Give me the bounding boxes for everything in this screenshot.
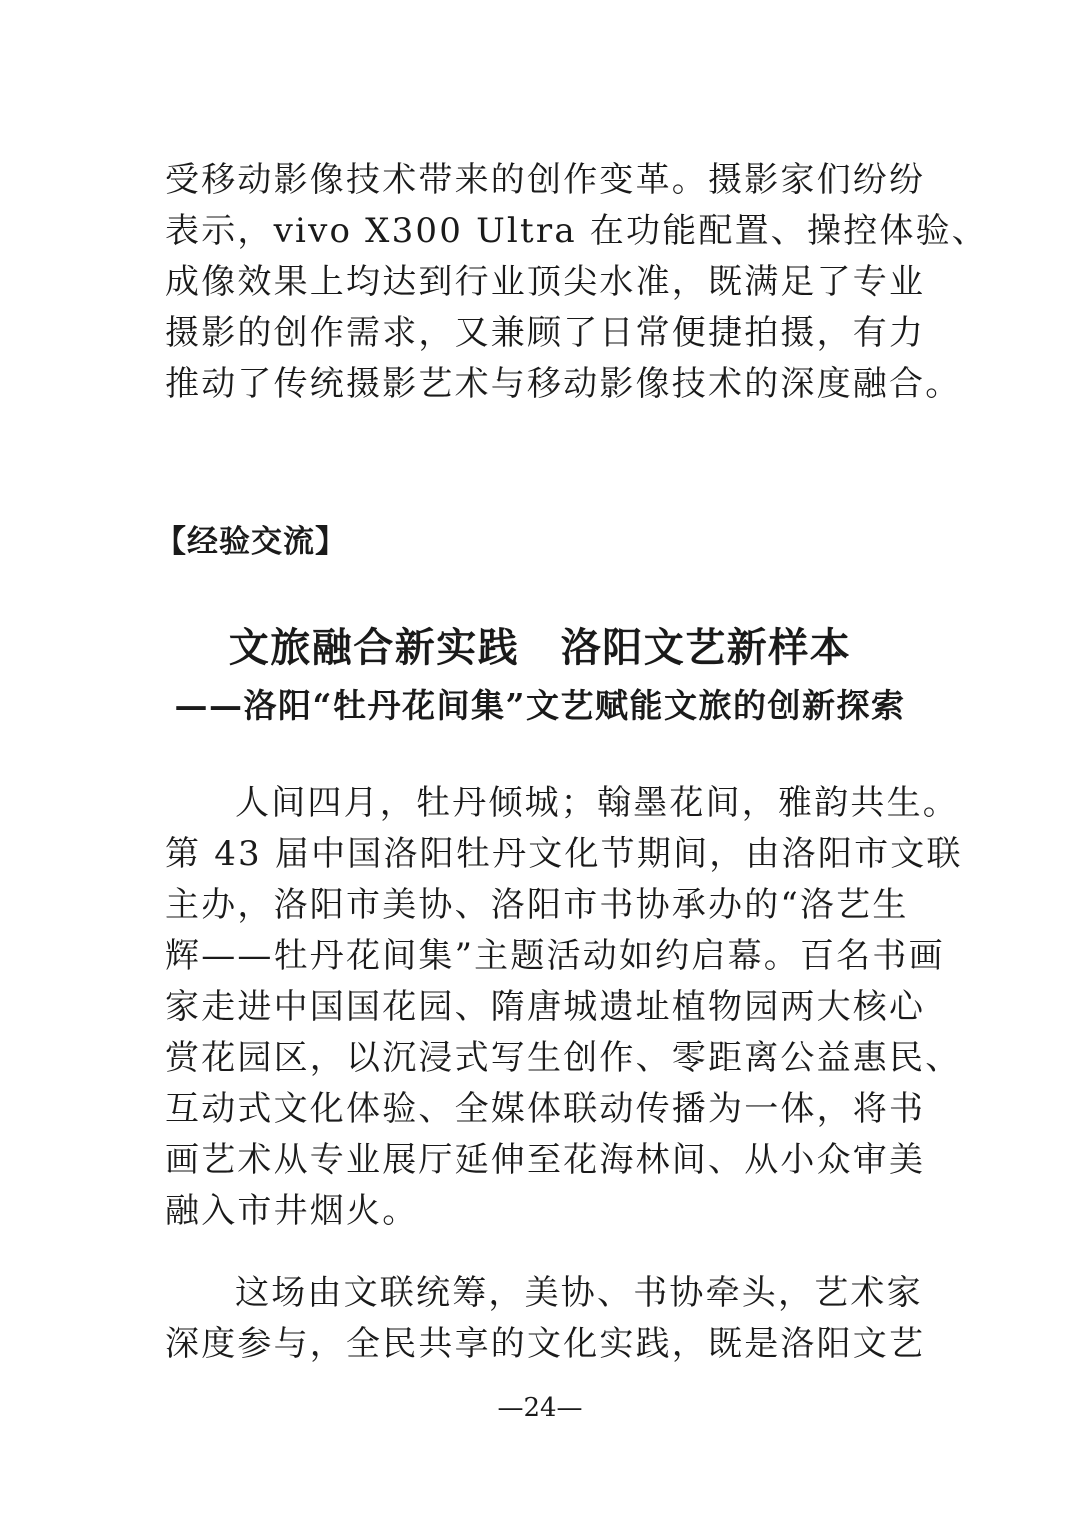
paragraph-line: 互动式文化体验、全媒体联动传播为一体，将书 <box>165 1089 926 1129</box>
page-number: —24— <box>497 1393 583 1423</box>
paragraph-line: 这场由文联统筹，美协、书协牵头，艺术家 <box>235 1273 923 1313</box>
section-label: 【经验交流】 <box>155 524 347 560</box>
paragraph-line: 融入市井烟火。 <box>165 1191 419 1231</box>
paragraph-line: 第 43 届中国洛阳牡丹文化节期间，由洛阳市文联 <box>165 834 963 874</box>
paragraph-line: 画艺术从专业展厅延伸至花海林间、从小众审美 <box>165 1140 926 1180</box>
paragraph-line: 辉——牡丹花间集”主题活动如约启幕。百名书画 <box>165 936 945 976</box>
paragraph-line: 人间四月，牡丹倾城；翰墨花间，雅韵共生。 <box>235 783 959 823</box>
paragraph-line: 主办，洛阳市美协、洛阳市书协承办的“洛艺生 <box>165 885 909 925</box>
intro-paragraph <box>165 155 988 410</box>
article-paragraph-2 <box>165 1268 926 1370</box>
article-subtitle: ——洛阳“牡丹花间集”文艺赋能文旅的创新探索 <box>174 686 906 725</box>
paragraph-line: 成像效果上均达到行业顶尖水准，既满足了专业 <box>165 262 926 302</box>
paragraph-line: 受移动影像技术带来的创作变革。摄影家们纷纷 <box>165 160 926 200</box>
paragraph-line: 家走进中国国花园、隋唐城遗址植物园两大核心 <box>165 987 926 1027</box>
paragraph-line: 赏花园区，以沉浸式写生创作、零距离公益惠民、 <box>165 1038 962 1078</box>
article-paragraph-1 <box>165 778 963 1237</box>
paragraph-line: 推动了传统摄影艺术与移动影像技术的深度融合。 <box>165 364 962 404</box>
paragraph-line: 表示，vivo X300 Ultra 在功能配置、操控体验、 <box>165 211 988 251</box>
paragraph-line: 摄影的创作需求，又兼顾了日常便捷拍摄，有力 <box>165 313 926 353</box>
paragraph-line: 深度参与，全民共享的文化实践，既是洛阳文艺 <box>165 1324 926 1364</box>
article-title: 文旅融合新实践 洛阳文艺新样本 <box>228 624 852 671</box>
